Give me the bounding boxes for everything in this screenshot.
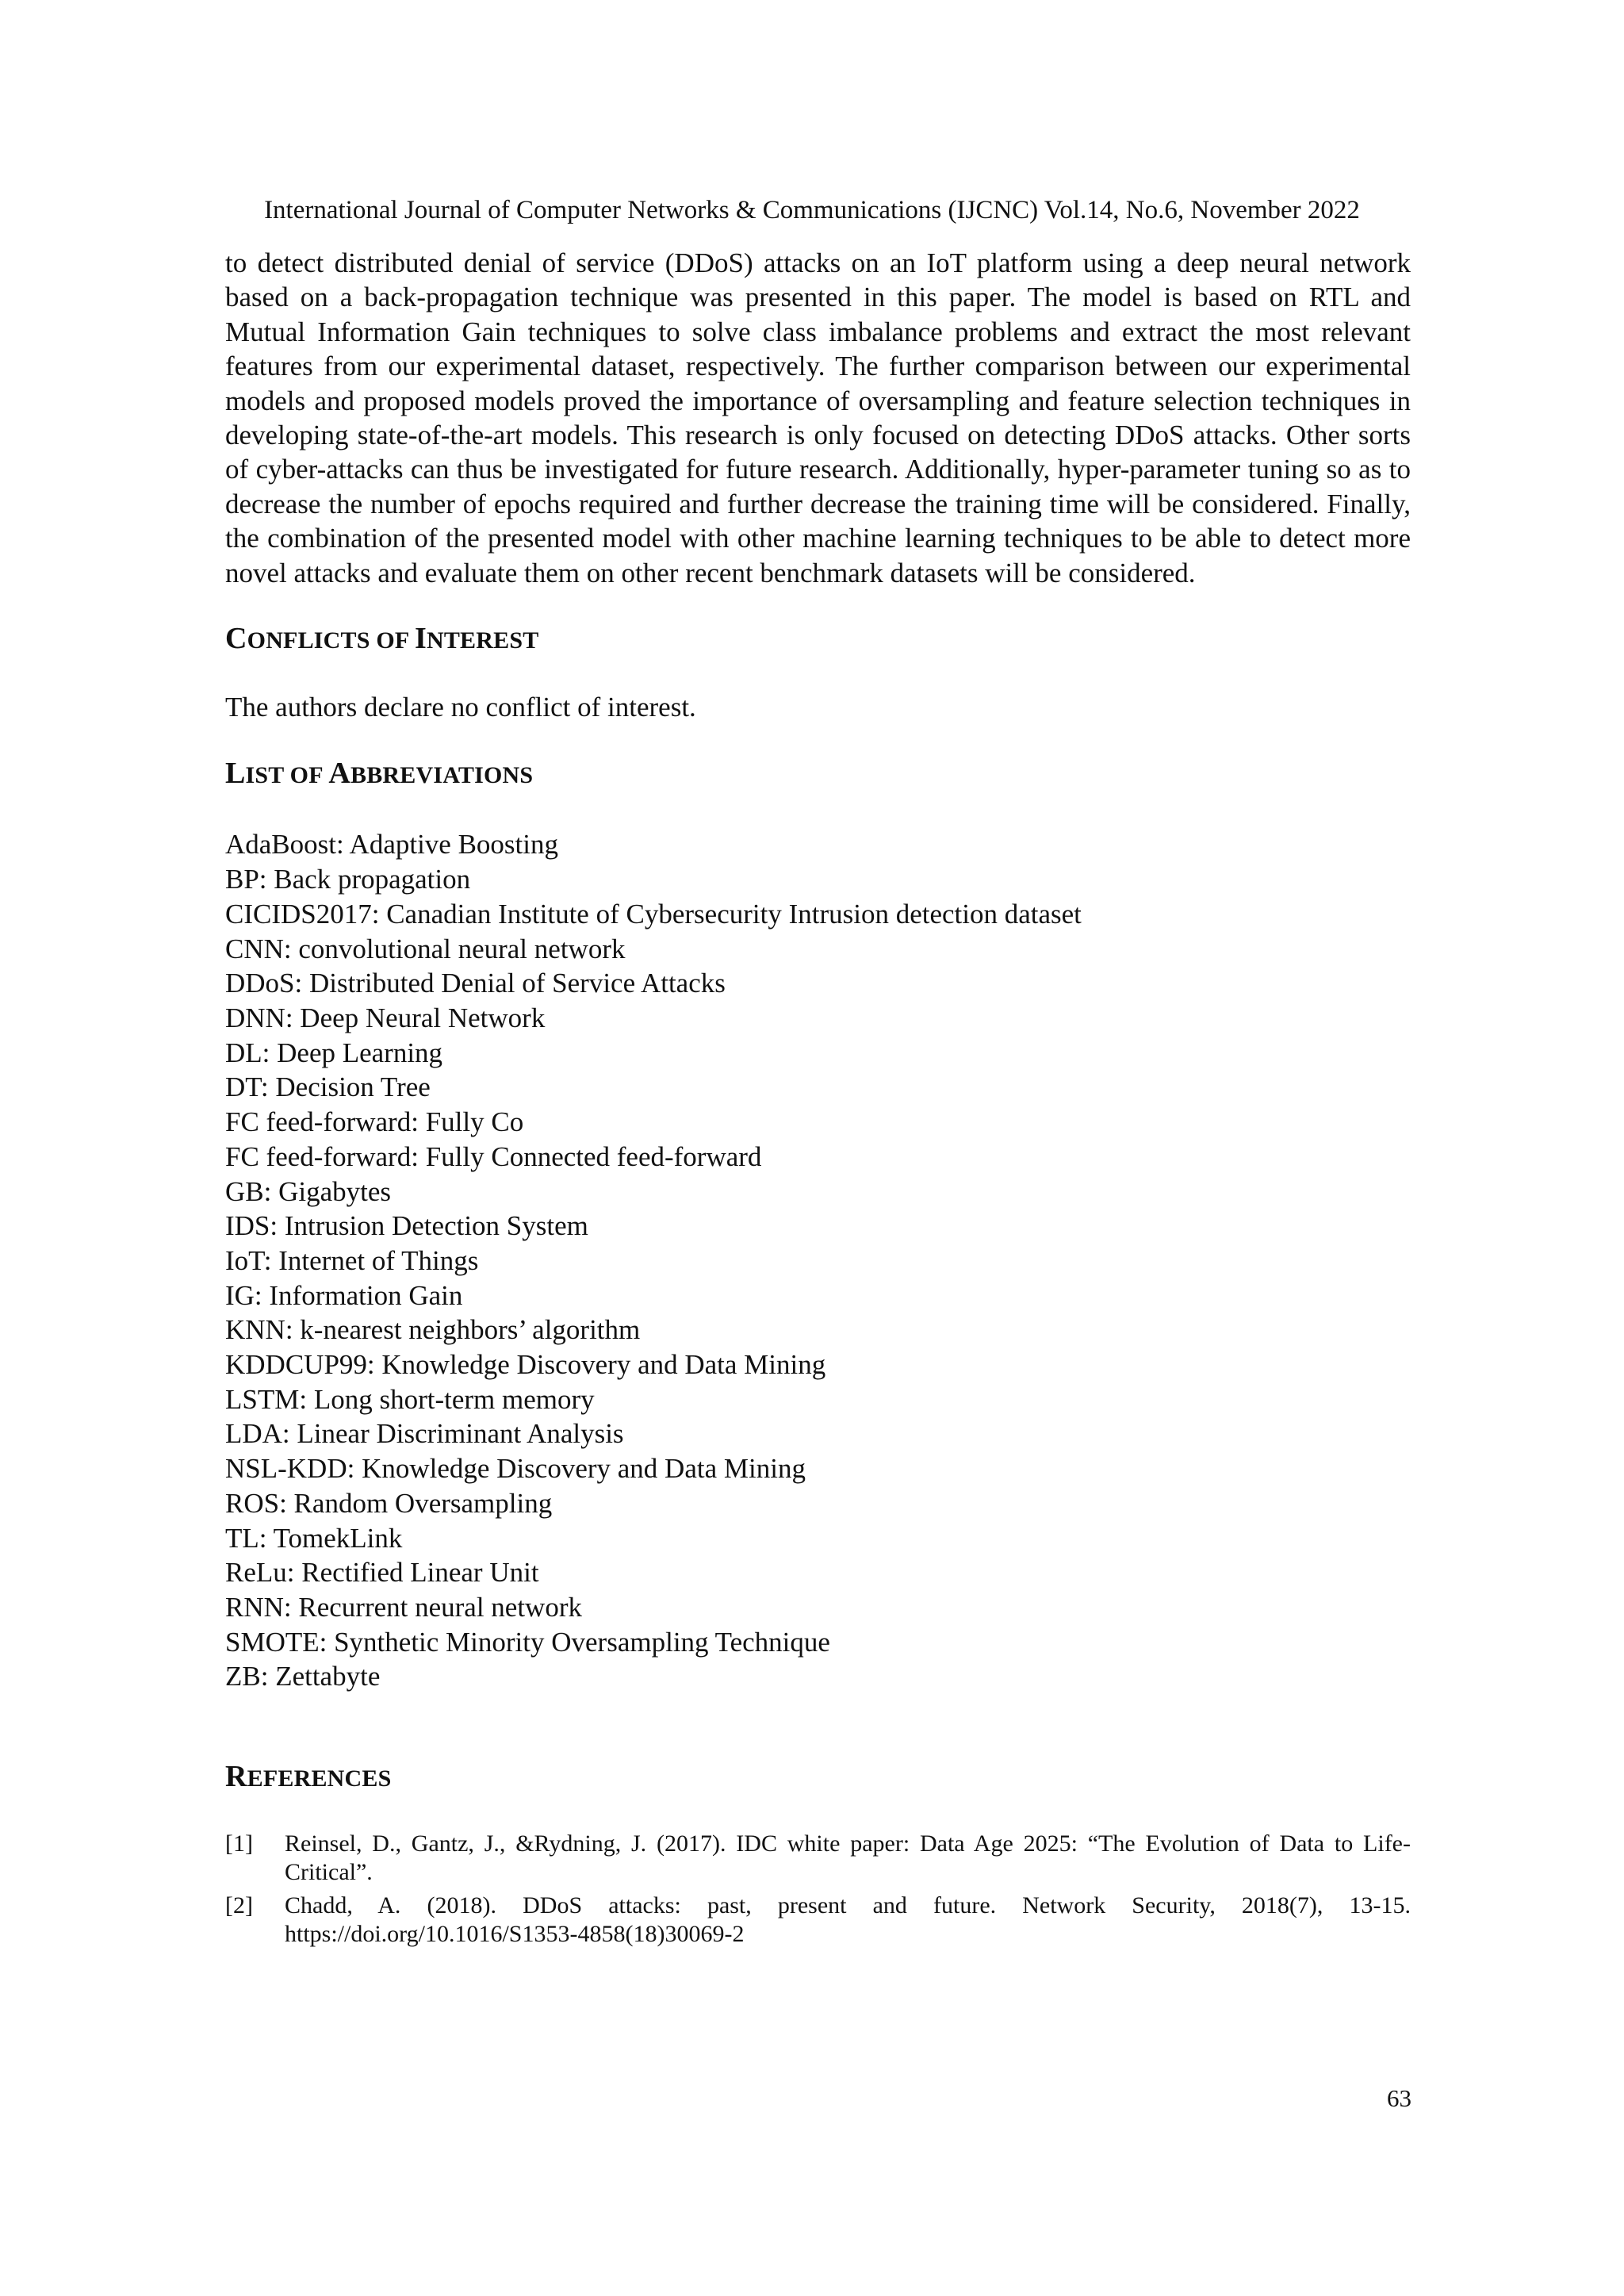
abbreviation-item: CNN: convolutional neural network [225,933,626,964]
page-number: 63 [1387,2084,1411,2112]
heading-initial: C [225,622,247,656]
references-heading [225,1759,1411,1796]
page-content [225,246,1411,1953]
abbreviation-item: KDDCUP99: Knowledge Discovery and Data Mining [225,1349,826,1381]
conflicts-statement: The authors declare no conflict of interest. [225,692,696,723]
abbreviations-list [225,827,1411,1694]
abbreviation-item: ROS: Random Oversampling [225,1487,553,1519]
abbreviation-item: NSL-KDD: Knowledge Discovery and Data Mining [225,1453,806,1485]
abbreviation-item: DDoS: Distributed Denial of Service Attacks [225,968,726,999]
abbreviation-item: BP: Back propagation [225,864,471,895]
reference-number: [1] [225,1830,253,1857]
references-list [225,1830,1411,1949]
reference-text: Chadd, A. (2018). DDoS attacks: past, present and future. Network Security, 2018(7), 13-15. https://doi.org/10.1016/S1353-4858(18)30069-2 [285,1892,1411,1948]
heading-rest: BBREVIATIONS [350,762,534,789]
reference-number: [2] [225,1892,253,1919]
abbreviation-item: AdaBoost: Adaptive Boosting [225,829,558,861]
abbreviation-item: ReLu: Rectified Linear Unit [225,1557,539,1589]
abbreviation-item: IG: Information Gain [225,1279,463,1311]
abbreviation-item: CICIDS2017: Canadian Institute of Cybersecurity Intrusion detection dataset [225,898,1082,930]
abbreviation-item: FC feed-forward: Fully Connected feed-forward [225,1140,762,1172]
abbreviation-item: IDS: Intrusion Detection System [225,1210,588,1242]
abbreviation-item: DNN: Deep Neural Network [225,1002,546,1033]
heading-initial: R [225,1760,247,1794]
reference-item [225,1830,1411,1887]
reference-text: Reinsel, D., Gantz, J., &Rydning, J. (2017). IDC white paper: Data Age 2025: “The Evolution of Data to Life-Critical”. [285,1830,1411,1886]
heading-initial: L [225,757,246,791]
abbreviation-item: TL: TomekLink [225,1522,403,1554]
heading-rest: EFERENCES [247,1765,392,1792]
conclusion-paragraph: to detect distributed denial of service (DDoS) attacks on an IoT platform using a deep neural network based on a back-propagation technique was presented in this paper. The model is based on RTL and Mutual Information Gain techniques to solve class imbalance problems and extract the most relevant features from our experimental dataset, respectively. The further comparison between our experimental models and proposed models proved the importance of oversampling and feature selection techniques in developing state-of-the-art models. This research is only focused on detecting DDoS attacks. Other sorts of cyber-attacks can thus be investigated for future research. Additionally, hyper-parameter tuning so as to decrease the number of epochs required and further decrease the training time will be considered. Finally, the combination of the presented model with other machine learning techniques to be able to detect more novel attacks and evaluate them on other recent benchmark datasets will be considered. [225,247,1411,588]
conflicts-heading [225,621,1411,658]
reference-item [225,1892,1411,1949]
abbreviation-item: SMOTE: Synthetic Minority Oversampling Technique [225,1626,830,1658]
abbreviations-heading [225,756,1411,793]
abbreviation-item: DT: Decision Tree [225,1071,431,1103]
heading-initial: A [328,757,350,791]
running-header: International Journal of Computer Networks & Communications (IJCNC) Vol.14, No.6, November 2022 [264,196,1360,224]
heading-rest: NTEREST [426,627,539,654]
abbreviation-item: LDA: Linear Discriminant Analysis [225,1418,624,1450]
abbreviation-item: DL: Deep Learning [225,1037,443,1068]
abbreviation-item: IoT: Internet of Things [225,1244,479,1276]
abbreviation-item: RNN: Recurrent neural network [225,1591,582,1623]
abbreviation-item: ZB: Zettabyte [225,1661,381,1692]
abbreviation-item: FC feed-forward: Fully Co [225,1106,524,1138]
heading-rest: ONFLICTS OF [247,627,415,654]
abbreviation-item: LSTM: Long short-term memory [225,1383,595,1415]
heading-initial: I [414,622,427,656]
abbreviation-item: KNN: k-nearest neighbors’ algorithm [225,1314,641,1346]
abbreviation-item: GB: Gigabytes [225,1175,392,1207]
heading-rest: IST OF [245,762,329,789]
